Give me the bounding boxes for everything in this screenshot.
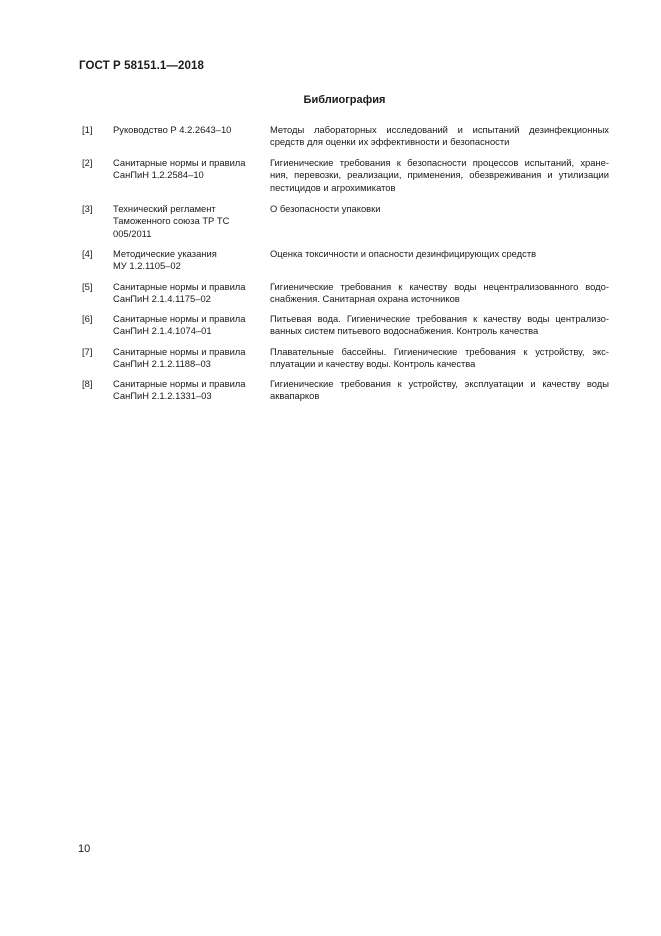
document-code: ГОСТ Р 58151.1—2018: [79, 60, 204, 72]
entry-description-line: пестицидов и агрохимикатов: [270, 181, 396, 193]
entry-description-line: средств для оценки их эффективности и безопасности: [270, 136, 510, 148]
section-title-text: Библиография: [303, 94, 386, 106]
entry-description-line: Питьевая вода. Гигиенические требования к качеству воды централизо-: [270, 313, 609, 324]
entry-source-line: Санитарные нормы и правила: [113, 281, 246, 292]
entry-number: [7]: [82, 346, 93, 357]
entry-description-line: Гигиенические требования к безопасности процессов испытаний, хране-: [270, 157, 609, 168]
entry-description: [270, 248, 609, 260]
entry-description: [270, 203, 609, 215]
entry-source-line: СанПиН 2.1.2.1188–03: [113, 358, 211, 370]
entry-source-line: Санитарные нормы и правила: [113, 346, 246, 357]
entry-description: [270, 157, 609, 194]
entry-description-line: Гигиенические требования к устройству, эксплуатации и качеству воды: [270, 378, 609, 389]
entry-description-line: О безопасности упаковки: [270, 203, 381, 214]
entry-source: [113, 203, 263, 240]
page-number: 10: [78, 843, 91, 855]
entry-source: [113, 157, 263, 182]
entry-number: [5]: [82, 281, 93, 292]
entry-source-line: Санитарные нормы и правила: [113, 313, 246, 324]
entry-description-line: ванных систем питьевого водоснабжения. Контроль качества: [270, 325, 539, 337]
entry-source: [113, 378, 263, 403]
entry-source-line: СанПиН 2.1.4.1074–01: [113, 325, 212, 337]
entry-source: [113, 281, 263, 306]
entry-number: [2]: [82, 157, 93, 168]
entry-description: [270, 346, 609, 371]
entry-number: [1]: [82, 124, 93, 135]
entry-description-line: ния, перевозки, реализации, применения, обезвреживания и утилизации: [270, 169, 609, 181]
entry-description: [270, 124, 609, 149]
entry-source-line: 005/2011: [113, 227, 152, 239]
entry-description-line: снабжения. Санитарная охрана источников: [270, 293, 460, 305]
entry-number: [6]: [82, 313, 93, 324]
entry-description: [270, 313, 609, 338]
entry-source-line: Таможенного союза ТР ТС: [113, 215, 230, 227]
entry-source-line: СанПиН 1.2.2584–10: [113, 169, 204, 181]
entry-description: [270, 281, 609, 306]
entry-description-line: Плавательные бассейны. Гигиенические требования к устройству, экс-: [270, 346, 609, 357]
entry-source-line: СанПиН 2.1.2.1331–03: [113, 390, 212, 402]
entry-description-line: Оценка токсичности и опасности дезинфицирующих средств: [270, 248, 537, 259]
entry-source: [113, 248, 263, 273]
entry-description-line: Гигиенические требования к качеству воды нецентрализованного водо-: [270, 281, 609, 292]
entry-description-line: плуатации и качеству воды. Контроль качества: [270, 358, 476, 370]
entry-description: [270, 378, 609, 403]
section-title: [0, 94, 661, 106]
entry-source-line: Санитарные нормы и правила: [113, 378, 246, 389]
entry-source-line: Санитарные нормы и правила: [113, 157, 246, 168]
entry-description-line: аквапарков: [270, 390, 320, 402]
entry-number: [4]: [82, 248, 93, 259]
entry-description-line: Методы лабораторных исследований и испытаний дезинфекционных: [270, 124, 609, 135]
entry-number: [8]: [82, 378, 93, 389]
entry-source: [113, 313, 263, 338]
entry-source: [113, 346, 263, 371]
entry-source-line: Руководство Р 4.2.2643–10: [113, 124, 232, 135]
entry-source-line: Технический регламент: [113, 203, 216, 214]
entry-source: [113, 124, 263, 136]
entry-source-line: Методические указания: [113, 248, 217, 259]
entry-source-line: СанПиН 2.1.4.1175–02: [113, 293, 211, 305]
entry-number: [3]: [82, 203, 93, 214]
entry-source-line: МУ 1.2.1105–02: [113, 260, 181, 272]
